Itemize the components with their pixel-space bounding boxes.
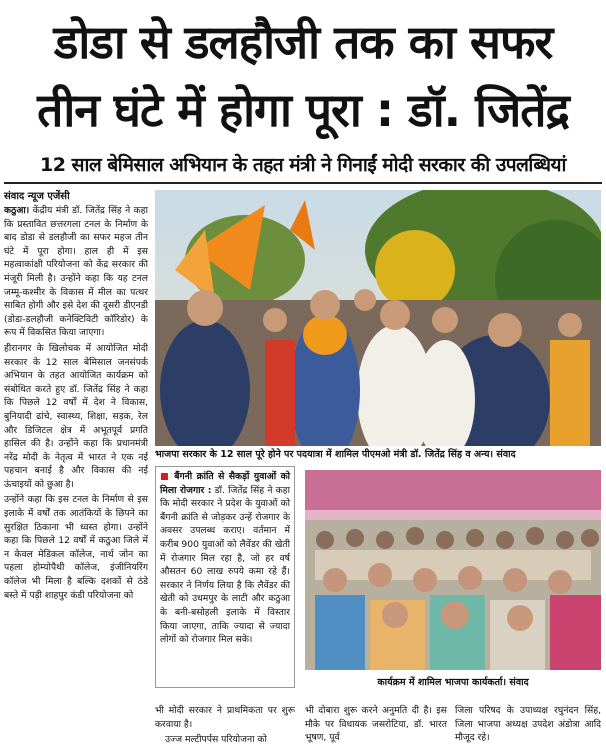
headline-line-2: तीन घंटे में होगा पूरा : डॉ. जितेंद्र [37, 83, 569, 137]
article-paragraph-1: केंद्रीय मंत्री डॉ. जितेंद्र सिंह ने कहा कि प्रस्तावित छत्तरगला टनल के निर्माण के बाद डोडा से डलहौजी का सफर महज तीन घंटे में पूरा होगा। हाल ही में इस महत्वाकांक्षी परियोजना को केंद्र सरकार की मंजूरी मिली है। उन्होंने कहा कि यह टनल जम्मू-कश्मीर के विकास में मील का पत्थर साबित होगी और इसे देश की दूसरी डीएनडी (डोडा-डलहौजी कनेक्टिविटी कॉरिडोर) के रूप में विकसित किया जाएगा। [4, 205, 148, 339]
left-column-text [4, 204, 148, 750]
rally-photo-illustration [155, 190, 601, 446]
divider-rule [4, 182, 602, 184]
sidebar-box [155, 466, 295, 688]
bottom-column-2: भी दोबारा शुरू करने अनुमति दी है। इस मौके पर विधायक जसरोटिया, डॉ. भारत भूषण, पूर्व [305, 705, 447, 744]
second-photo-caption: कार्यक्रम में शामिल भाजपा कार्यकर्ता। संवाद [377, 677, 529, 688]
bottom-column-1-text-b: उज्ज मल्टीपर्पस परियोजना को [165, 734, 267, 746]
sidebar-box-title: बैंगनी क्रांति से सैकड़ों युवाओं को मिला रोजगार : [160, 471, 291, 496]
second-photo [305, 470, 601, 670]
main-photo-caption: भाजपा सरकार के 12 साल पूरे होने पर पदयात्रा में शामिल पीएमओ मंत्री डॉ. जितेंद्र सिंह व अन्य। संवाद [155, 449, 516, 460]
article-paragraph-3: उन्होंने कहा कि इस टनल के निर्माण से इस इलाके में वर्षों तक आतंकियों के छिपने का सुरक्षित ठिकाना भी ध्वस्त होगा। उन्होंने कहा कि पिछले 12 वर्षों में कठुआ जिले में न केवल मेडिकल कॉलेज, नार्थ जोन का पहला होम्योपैथी कॉलेज, इंजीनियरिंग कॉलेज भी मिला है बल्कि दशकों से ठंडे बस्ते में पड़ी शाहपुर कंडी परियोजना को [4, 494, 148, 601]
headline-line-1: डोडा से डलहौजी तक का सफर [53, 15, 553, 69]
byline: संवाद न्यूज एजेंसी [4, 191, 70, 202]
bottom-column-3: जिला परिषद के उपाध्यक्ष रघुनंदन सिंह, जिला भाजपा अध्यक्ष उपदेश अंडोत्रा आदि मौजूद रहे। [455, 705, 601, 744]
sidebar-box-body: डॉ. जितेंद्र सिंह ने कहा कि मोदी सरकार ने प्रदेश के युवाओं को बैंगनी क्रांति से जोड़कर उन्हें रोजगार के अवसर उपलब्ध कराए। वर्तमान में करीब 900 युवाओं को लैवेंडर की खेती में रोजगार मिल रहा है, जो हर वर्ष औसतन 60 लाख रुपये कमा रहे हैं। सरकार ने निर्णय लिया है कि लैवेंडर की खेती को उधमपुर के लाटी और कठुआ के बनी-बसोहली इलाके में विस्तार किया जाएगा, ताकि ज्यादा से ज्यादा लोगों को रोजगार मिल सके। [160, 484, 290, 646]
bottom-column-1 [155, 704, 295, 750]
audience-photo-illustration [305, 470, 601, 670]
main-photo [155, 190, 601, 446]
bottom-column-1-text-a: भी मोदी सरकार ने प्राथमिकता पर शुरू करवाया है। [155, 705, 295, 730]
bullet-icon: ■ [160, 471, 170, 482]
dateline: कठुआ। [4, 205, 30, 216]
article-paragraph-2: हीरानगर के खिलोचक में आयोजित मोदी सरकार के 12 साल बेमिसाल जनसंपर्क अभियान के तहत आयोजित कार्यक्रम को संबोधित करते हुए डॉ. जितेंद्र सिंह ने कहा कि पिछले 12 वर्षों में देश ने विकास, बुनियादी ढांचे, स्वास्थ्य, शिक्षा, सड़क, रेल और डिजिटल क्षेत्र में अभूतपूर्व प्रगति हासिल की है। उन्होंने कहा कि प्रधानमंत्री नरेंद्र मोदी के नेतृत्व में भारत ने एक नई पहचान बनाई है और विकास की नई ऊंचाइयों को छुआ है। [4, 342, 148, 490]
subheadline: 12 साल बेमिसाल अभियान के तहत मंत्री ने गिनाईं मोदी सरकार की उपलब्धियां [40, 154, 566, 176]
